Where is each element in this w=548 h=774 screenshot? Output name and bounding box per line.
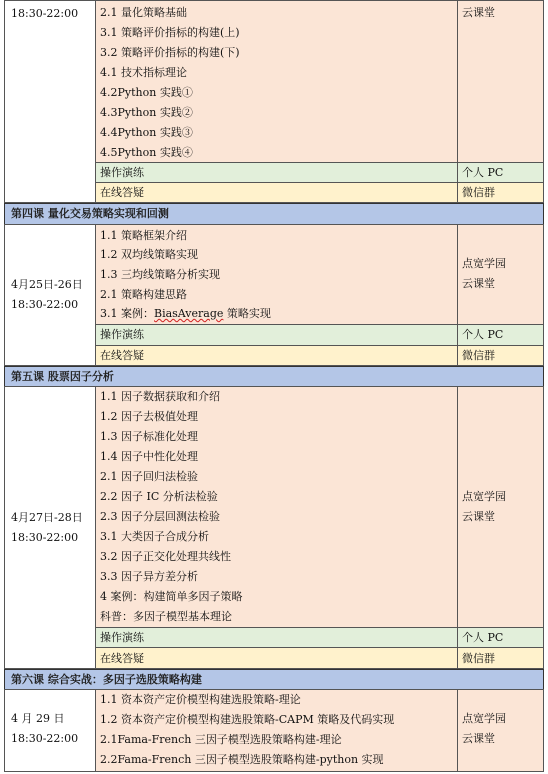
practice-tool-label: 个人 PC xyxy=(462,166,504,179)
topic-item: 1.1 策略框架介绍 xyxy=(100,229,187,242)
qa-tool-label: 微信群 xyxy=(462,349,495,362)
platform-cell xyxy=(457,224,544,325)
practice-tool xyxy=(457,162,544,183)
topic-item: 3.2 策略评价指标的构建(下) xyxy=(100,46,240,59)
topic-item: 1.1 因子数据获取和介绍 xyxy=(100,390,220,403)
platform-cell xyxy=(457,689,544,772)
topics-cell xyxy=(95,689,458,772)
qa-tool-label: 微信群 xyxy=(462,186,495,199)
topic-item: 2.1Fama-French 三因子模型选股策略构建-理论 xyxy=(100,733,342,746)
topic-item: 1.2 双均线策略实现 xyxy=(100,248,198,261)
qa-label: 在线答疑 xyxy=(100,349,144,362)
class-time: 18:30-22:00 xyxy=(11,298,79,311)
topic-item: 4.1 技术指标理论 xyxy=(100,66,187,79)
platform-name: 点宽学园 xyxy=(462,490,506,503)
qa-label: 在线答疑 xyxy=(100,652,144,665)
platform-name: 云课堂 xyxy=(462,6,495,19)
practice-tool-label: 个人 PC xyxy=(462,631,504,644)
topic-item: 1.1 资本资产定价模型构建选股策略-理论 xyxy=(100,693,301,706)
qa-label: 在线答疑 xyxy=(100,186,144,199)
qa-row xyxy=(95,182,458,203)
qa-row xyxy=(95,345,458,366)
topic-item: 2.2 因子 IC 分析法检验 xyxy=(100,490,218,503)
platform-name: 点宽学园 xyxy=(462,257,506,270)
platform-cell xyxy=(457,386,544,628)
qa-tool xyxy=(457,345,544,366)
spellcheck-term: BiasAverage xyxy=(154,307,224,320)
topic-item: 2.3 因子分层回测法检验 xyxy=(100,510,220,523)
topics-cell xyxy=(95,386,458,628)
topic-item: 4.5Python 实践④ xyxy=(100,146,193,159)
topics-cell xyxy=(95,0,458,163)
class-date: 4月25日-26日 xyxy=(11,278,83,291)
topic-item: 3.1 大类因子合成分析 xyxy=(100,530,209,543)
platform-name: 点宽学园 xyxy=(462,712,506,725)
platform-name: 云课堂 xyxy=(462,510,495,523)
qa-tool xyxy=(457,647,544,669)
class-date: 4 月 29 日 xyxy=(11,712,65,725)
lesson-header: 第四课 量化交易策略实现和回测 xyxy=(4,203,544,225)
platform-cell xyxy=(457,0,544,163)
class-time: 18:30-22:00 xyxy=(11,732,79,745)
lesson-header: 第六课 综合实战：多因子选股策略构建 xyxy=(4,669,544,690)
platform-name: 云课堂 xyxy=(462,732,495,745)
topic-item: 4.4Python 实践③ xyxy=(100,126,193,139)
practice-row xyxy=(95,627,458,648)
topic-item: 科普：多因子模型基本理论 xyxy=(100,610,232,623)
practice-label: 操作演练 xyxy=(100,328,144,341)
practice-row xyxy=(95,162,458,183)
qa-tool-label: 微信群 xyxy=(462,652,495,665)
class-time: 18:30-22:00 xyxy=(11,531,79,544)
topic-item: 1.3 因子标准化处理 xyxy=(100,430,198,443)
date-cell xyxy=(4,0,96,203)
topic-item: 2.1 策略构建思路 xyxy=(100,288,187,301)
topic-suffix: 策略实现 xyxy=(223,307,271,320)
practice-label: 操作演练 xyxy=(100,631,144,644)
topic-prefix: 3.1 案例： xyxy=(100,307,154,320)
topic-item: 4.3Python 实践② xyxy=(100,106,193,119)
topic-item: 4 案例：构建简单多因子策略 xyxy=(100,590,243,603)
topic-item: 1.2 因子去极值处理 xyxy=(100,410,198,423)
topic-item: 1.4 因子中性化处理 xyxy=(100,450,198,463)
topic-item: 2.1 因子回归法检验 xyxy=(100,470,198,483)
qa-tool xyxy=(457,182,544,203)
topics-cell xyxy=(95,224,458,325)
topic-item: 2.1 量化策略基础 xyxy=(100,6,187,19)
date-cell xyxy=(4,689,96,772)
class-time: 18:30-22:00 xyxy=(11,7,79,20)
topic-item: 1.3 三均线策略分析实现 xyxy=(100,268,220,281)
lesson-header: 第五课 股票因子分析 xyxy=(4,366,544,387)
practice-tool xyxy=(457,324,544,346)
topic-item: 1.2 资本资产定价模型构建选股策略-CAPM 策略及代码实现 xyxy=(100,713,395,726)
practice-tool-label: 个人 PC xyxy=(462,328,504,341)
date-cell xyxy=(4,386,96,669)
topic-item: 2.2Fama-French 三因子模型选股策略构建-python 实现 xyxy=(100,753,384,766)
practice-tool xyxy=(457,627,544,648)
class-date: 4月27日-28日 xyxy=(11,511,83,524)
topic-item: 3.1 策略评价指标的构建(上) xyxy=(100,26,240,39)
practice-row xyxy=(95,324,458,346)
topic-item: 3.3 因子异方差分析 xyxy=(100,570,198,583)
date-cell xyxy=(4,224,96,366)
practice-label: 操作演练 xyxy=(100,166,144,179)
qa-row xyxy=(95,647,458,669)
topic-item xyxy=(100,307,271,321)
platform-name: 云课堂 xyxy=(462,277,495,290)
topic-item: 4.2Python 实践① xyxy=(100,86,193,99)
topic-item: 3.2 因子正交化处理共线性 xyxy=(100,550,231,563)
